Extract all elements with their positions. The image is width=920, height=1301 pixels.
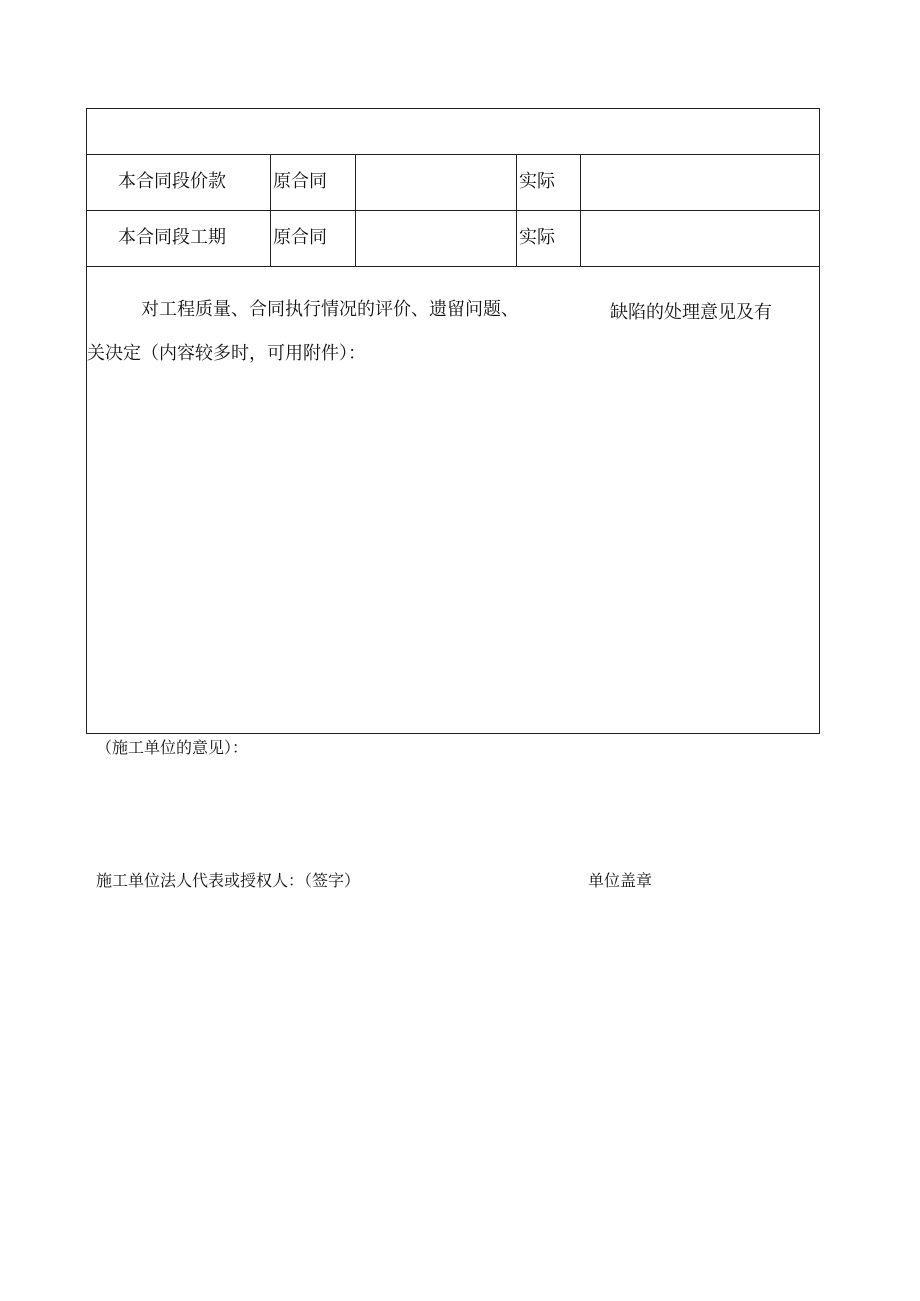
contract-completion-table: [86, 108, 820, 734]
period-actual-value[interactable]: [581, 211, 819, 266]
price-actual-label: 实际: [519, 171, 555, 192]
column-divider: [516, 154, 517, 266]
empty-header-row: [87, 109, 819, 154]
evaluation-text-line2: 关决定（内容较多时，可用附件）：: [87, 343, 366, 364]
period-original-value[interactable]: [356, 211, 516, 266]
price-original-value[interactable]: [356, 155, 516, 210]
period-actual-label: 实际: [519, 227, 555, 248]
signature-label: 施工单位法人代表或授权人：（签字）: [96, 871, 361, 890]
period-original-label: 原合同: [273, 227, 327, 248]
contractor-opinion-label: （施工单位的意见）：: [96, 738, 249, 757]
column-divider: [270, 154, 271, 266]
evaluation-text-line1-left: 对工程质量、合同执行情况的评价、遗留问题、: [141, 299, 519, 320]
price-label: 本合同段价款: [118, 171, 226, 192]
period-label: 本合同段工期: [118, 227, 226, 248]
evaluation-content-area[interactable]: [87, 374, 819, 734]
seal-label: 单位盖章: [588, 871, 653, 890]
row-divider: [87, 266, 819, 267]
price-original-label: 原合同: [273, 171, 327, 192]
price-actual-value[interactable]: [581, 155, 819, 210]
evaluation-text-line1-right: 缺陷的处理意见及有: [610, 302, 772, 323]
